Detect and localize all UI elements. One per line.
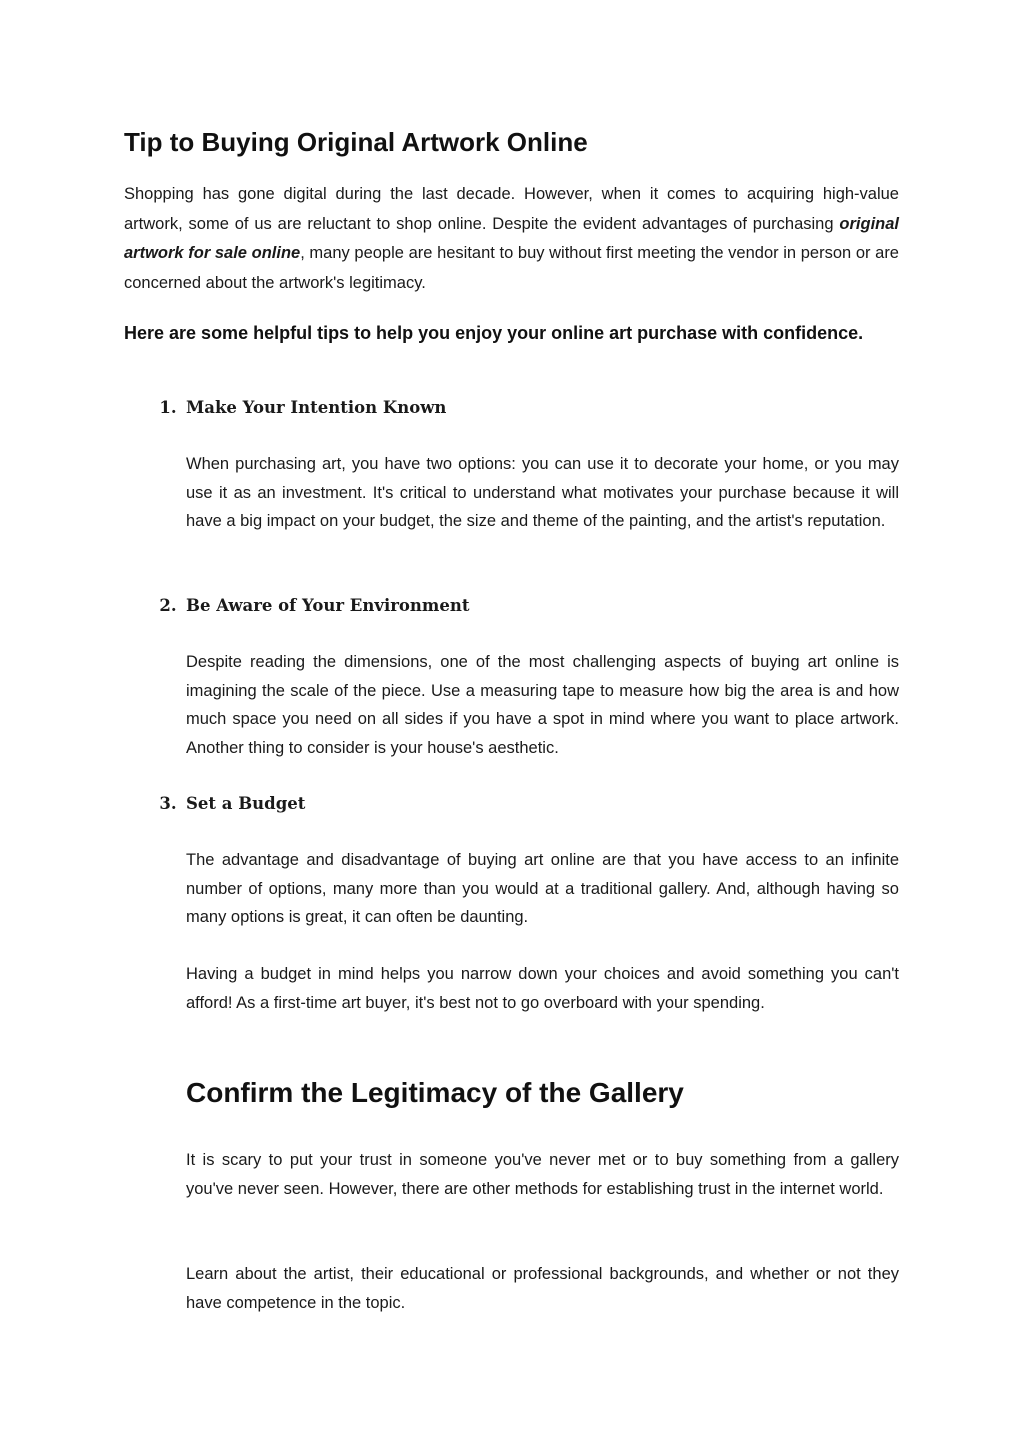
list-item-paragraph: When purchasing art, you have two options: you can use it to decorate your home, or you may use it as an investment. It's critical to understand what motivates your purchase because it will have a big impact on your budget, the size and theme of the painting, and the artist's reputation. <box>186 455 899 530</box>
list-item-number: 1. <box>159 398 177 417</box>
list-item-number: 2. <box>159 596 177 615</box>
list-item-number: 3. <box>159 794 177 813</box>
list-item-paragraph: Having a budget in mind helps you narrow down your choices and avoid something you can't afford! As a first-time art buyer, it's best not to go overboard with your spending. <box>186 965 899 1012</box>
section-paragraph: Learn about the artist, their educational or professional backgrounds, and whether or not they have competence in the topic. <box>186 1265 899 1312</box>
list-item-title: Make Your Intention Known <box>186 398 447 417</box>
document-title: Tip to Buying Original Artwork Online <box>124 127 588 157</box>
list-item-paragraph: The advantage and disadvantage of buying art online are that you have access to an infinite number of options, many more than you would at a traditional gallery. And, although having so many options is great, it can often be daunting. <box>186 851 899 926</box>
section-heading: Confirm the Legitimacy of the Gallery <box>186 1077 684 1108</box>
list-item-heading <box>150 794 305 813</box>
list-item-heading <box>150 596 469 615</box>
intro-text-before: Shopping has gone digital during the last decade. However, when it comes to acquiring high-value artwork, some of us are reluctant to shop online. Despite the evident advantages of purchasing <box>124 185 899 233</box>
list-item-paragraph: Despite reading the dimensions, one of the most challenging aspects of buying art online is imagining the scale of the piece. Use a measuring tape to measure how big the area is and how much space you need on all sides if you have a spot in mind where you want to place artwork. Another thing to consider is your house's aesthetic. <box>186 653 899 757</box>
list-item-title: Set a Budget <box>186 794 306 813</box>
intro-text-after: , many people are hesitant to buy without first meeting the vendor in person or are concerned about the artwork's legitimacy. <box>124 244 899 292</box>
section-paragraph: It is scary to put your trust in someone you've never met or to buy something from a gallery you've never seen. However, there are other methods for establishing trust in the internet world. <box>186 1151 899 1198</box>
intro-paragraph <box>124 180 899 298</box>
tips-lead: Here are some helpful tips to help you enjoy your online art purchase with confidence. <box>124 323 864 343</box>
intro-emphasis: original artwork for sale online <box>124 214 899 262</box>
list-item-heading <box>150 398 446 417</box>
list-item-title: Be Aware of Your Environment <box>186 596 470 615</box>
